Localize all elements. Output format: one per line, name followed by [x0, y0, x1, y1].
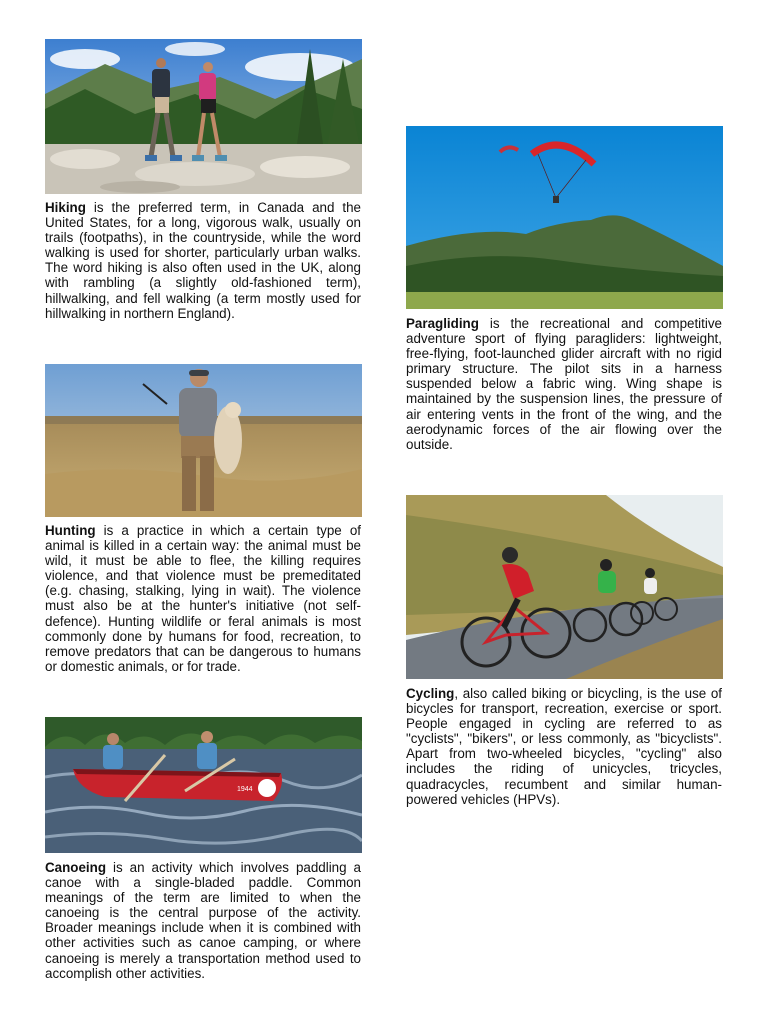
- canoe-hull-number: 1944: [237, 786, 253, 793]
- hiking-photo: [45, 39, 362, 194]
- canoeing-photo: [45, 717, 362, 853]
- canoeing-term: Canoeing: [45, 860, 107, 875]
- paragliding-paragraph: [406, 316, 722, 452]
- paragliding-photo: [406, 126, 723, 309]
- cycling-photo: [406, 495, 723, 679]
- canoeing-paragraph: [45, 860, 361, 981]
- cycling-term: Cycling: [406, 686, 455, 701]
- hiking-paragraph: [45, 200, 361, 321]
- cycling-body: , also called biking or bicycling, is the use of bicycles for transport, recreation, exercise or sport. People engaged in cycling are referred to as "cyclists", "bikers", or less commonly, as "bicyclists". Apart from two-wheeled bicycles, "cycling" also includes the riding of unicycles, tricycles, quadracycles, recumbent and similar human-powered vehicles (HPVs).: [406, 686, 722, 807]
- hunting-photo: [45, 364, 362, 517]
- hiking-term: Hiking: [45, 200, 86, 215]
- hunting-paragraph: [45, 523, 361, 674]
- hiking-body: is the preferred term, in Canada and the United States, for a long, vigorous walk, usually on trails (footpaths), in the countryside, while the word walking is used for shorter, particularly urban walks. The word hiking is also often used in the UK, along with rambling (a slightly old-fashioned term), hillwalking, and fell walking (a term mostly used for hillwalking in northern England).: [45, 200, 361, 321]
- paragliding-term: Paragliding: [406, 316, 479, 331]
- hunting-term: Hunting: [45, 523, 96, 538]
- hunting-body: is a practice in which a certain type of animal is killed in a certain way: the animal must be wild, it must be able to flee, the killing requires violence, and that violence must be premeditated (e.g. chasing, stalking, lying in wait). The violence must also be at the hunter's initiative (not self-defence). Hunting wildlife or feral animals is most commonly done by humans for food, recreation, to remove predators that can be dangerous to humans or domestic animals, or for trade.: [45, 523, 361, 674]
- paragliding-body: is the recreational and competitive adventure sport of flying paragliders: lightweight, free-flying, foot-launched glider aircraft with no rigid primary structure. The pilot sits in a harness suspended below a fabric wing. Wing shape is maintained by the suspension lines, the pressure of air entering vents in the front of the wing, and the aerodynamic forces of the air flowing over the outside.: [406, 316, 722, 452]
- cycling-paragraph: [406, 686, 722, 807]
- canoeing-body: is an activity which involves paddling a canoe with a single-bladed paddle. Common meanings of the term are limited to when the canoeing is the central purpose of the activity. Broader meanings include when it is combined with other activities such as canoe camping, or where canoeing is merely a transportation method used to accomplish other activities.: [45, 860, 361, 981]
